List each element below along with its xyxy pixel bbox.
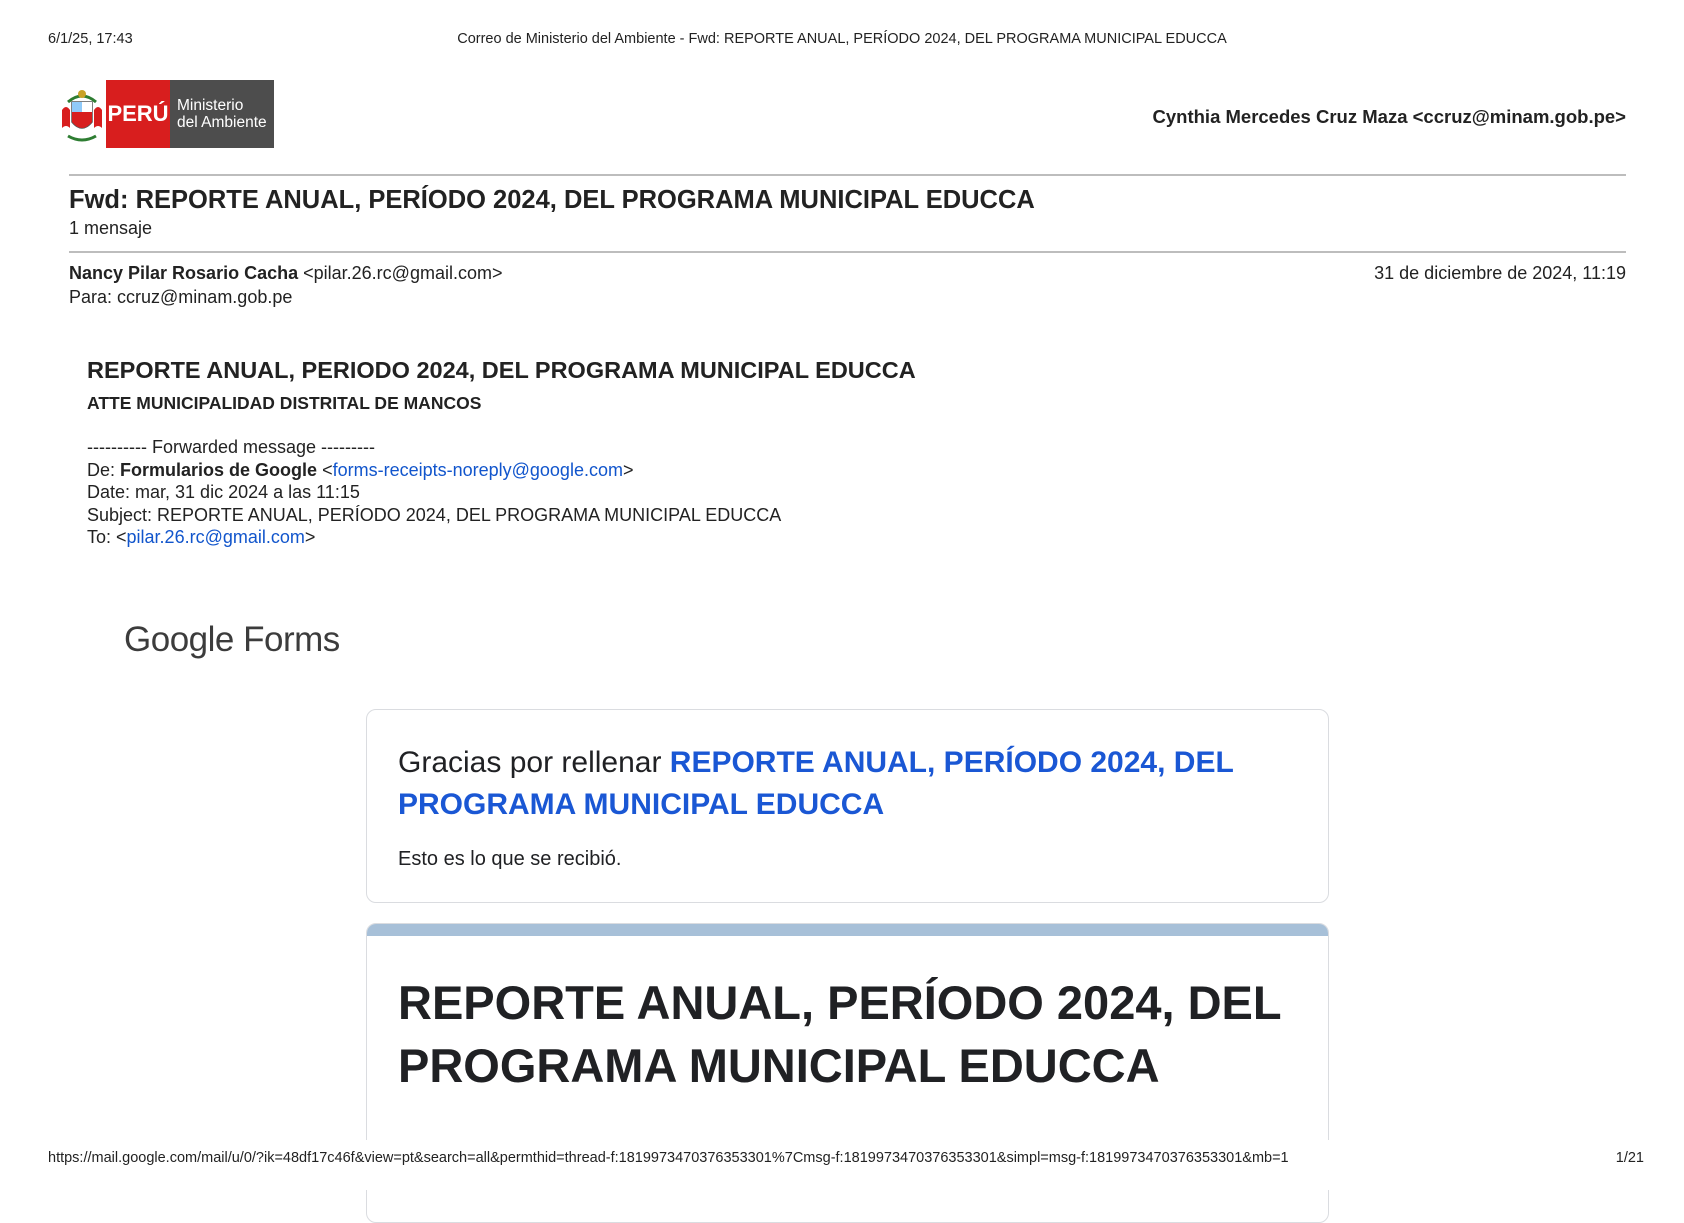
body-signature: ATTE MUNICIPALIDAD DISTRITAL DE MANCOS <box>87 393 482 413</box>
forward-to-email-link[interactable]: pilar.26.rc@gmail.com <box>126 527 305 547</box>
sender-name: Nancy Pilar Rosario Cacha <box>69 263 299 283</box>
print-page-title: Correo de Ministerio del Ambiente - Fwd: REPORTE ANUAL, PERÍODO 2024, DEL PROGRAMA MUNICIPAL EDUCCA <box>457 31 1227 47</box>
peru-label: PERÚ <box>106 80 170 148</box>
form-title-link[interactable]: REPORTE ANUAL, PERÍODO 2024, DEL PROGRAMA MUNICIPAL EDUCCA <box>398 746 1234 821</box>
ministry-label <box>170 80 274 148</box>
forward-to: To: <pilar.26.rc@gmail.com> <box>87 527 316 547</box>
forward-from-email-link[interactable]: forms-receipts-noreply@google.com <box>332 459 623 480</box>
forward-date: Date: mar, 31 dic 2024 a las 11:15 <box>87 482 360 502</box>
received-text: Esto es lo que se recibió. <box>398 848 622 870</box>
header-divider <box>69 174 1626 176</box>
forms-wordmark: Forms <box>243 620 340 659</box>
print-page-number: 1/21 <box>1615 1150 1644 1166</box>
thanks-card <box>366 709 1329 903</box>
forward-from-label: De: <box>87 459 116 480</box>
sender-email: <pilar.26.rc@gmail.com> <box>303 263 503 283</box>
forward-from-name: Formularios de Google <box>120 459 318 480</box>
message-date: 31 de diciembre de 2024, 11:19 <box>1374 263 1626 283</box>
subject-divider <box>69 251 1626 253</box>
print-footer-url: https://mail.google.com/mail/u/0/?ik=48df17c46f&view=pt&search=all&permthid=thread-f:1819973470376353301%7Cmsg-f:1819973470376353301&simpl=msg-f:1819973470376353301&mb=1 <box>48 1150 1289 1166</box>
sender <box>69 263 502 284</box>
thanks-prefix: Gracias por rellenar <box>398 746 662 779</box>
forward-separator: ---------- Forwarded message --------- <box>87 437 375 457</box>
ministry-logo <box>58 80 274 148</box>
coat-of-arms-icon <box>58 80 106 148</box>
forward-to-label: To: <box>87 527 112 547</box>
forward-from: De: Formularios de Google <forms-receipts-noreply@google.com> <box>87 459 634 480</box>
recipient: Para: ccruz@minam.gob.pe <box>69 287 293 307</box>
print-datetime: 6/1/25, 17:43 <box>48 31 133 47</box>
ministry-line-1: Ministerio <box>177 97 244 114</box>
google-forms-logo <box>124 620 340 660</box>
forwarded-header <box>87 436 781 549</box>
google-wordmark: Google <box>124 620 234 659</box>
message-count: 1 mensaje <box>69 218 153 238</box>
account-identity: Cynthia Mercedes Cruz Maza <ccruz@minam.gob.pe> <box>1152 106 1626 127</box>
thread-subject: Fwd: REPORTE ANUAL, PERÍODO 2024, DEL PROGRAMA MUNICIPAL EDUCCA <box>69 186 1035 214</box>
form-header-bar <box>367 924 1328 936</box>
forward-subject: Subject: REPORTE ANUAL, PERÍODO 2024, DEL PROGRAMA MUNICIPAL EDUCCA <box>87 504 782 525</box>
body-title: REPORTE ANUAL, PERIODO 2024, DEL PROGRAMA MUNICIPAL EDUCCA <box>87 357 916 383</box>
ministry-line-2: del Ambiente <box>177 114 267 131</box>
form-heading: REPORTE ANUAL, PERÍODO 2024, DEL PROGRAMA MUNICIPAL EDUCCA <box>398 976 1281 1092</box>
thanks-message <box>398 742 1298 826</box>
